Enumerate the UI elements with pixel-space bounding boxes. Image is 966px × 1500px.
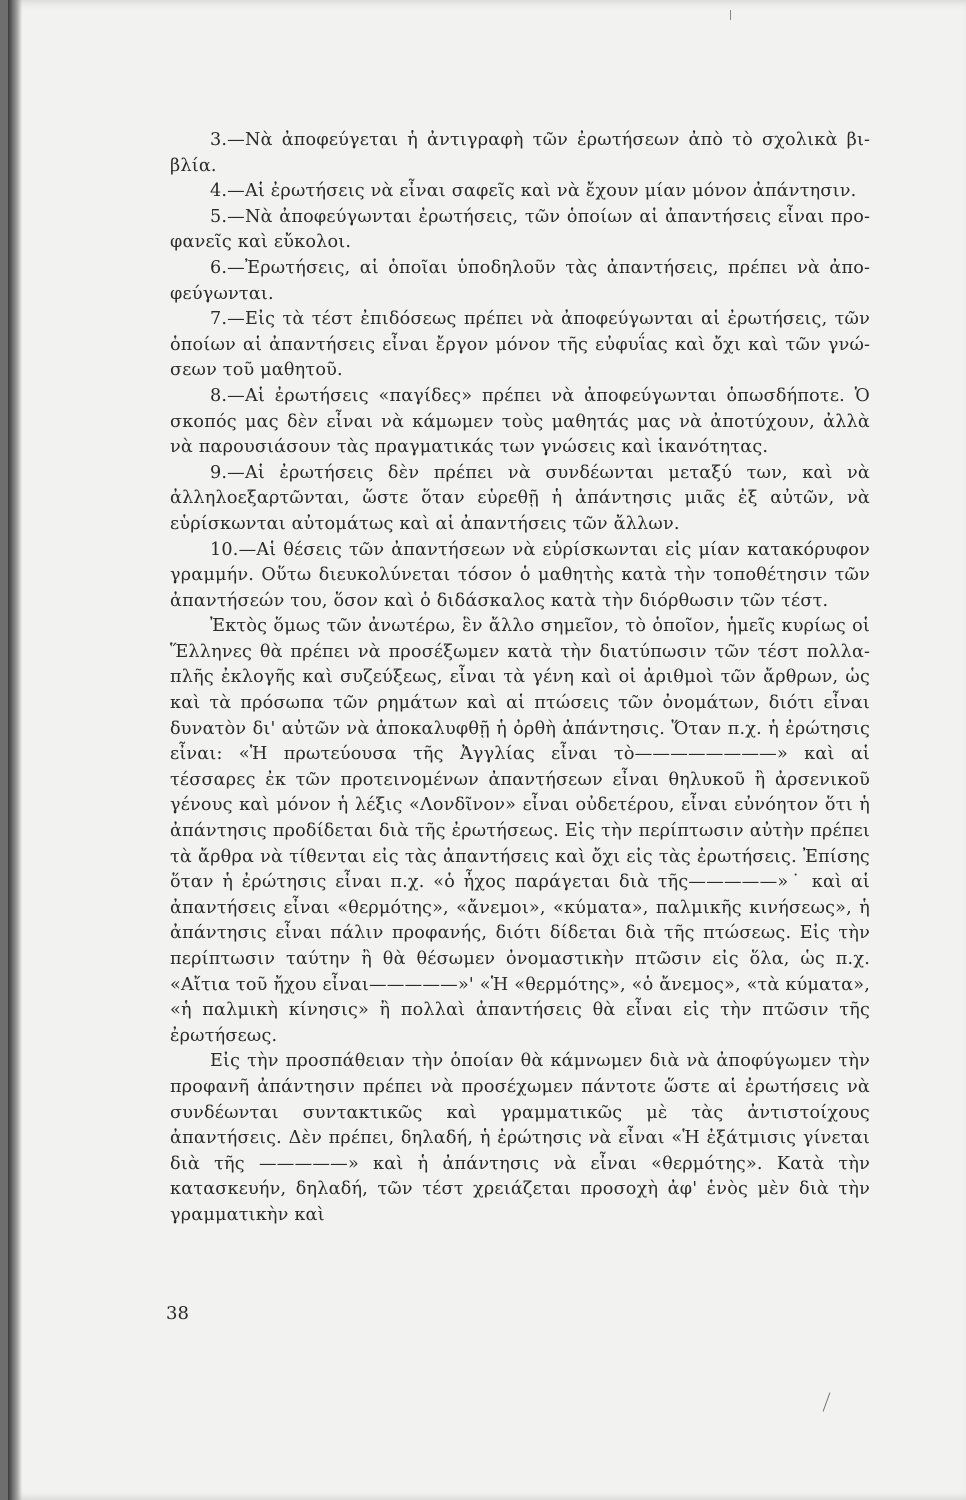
paragraph-rule-3: 3.—Νὰ ἀποφεύγεται ἡ ἀντιγραφὴ τῶν ἐρωτήσεων ἀπὸ τὸ σχολικὰ βιβλία. [170,130,870,176]
page-number: 38 [166,1303,189,1324]
paragraph-rule-9: 9.—Αἱ ἐρωτήσεις δὲν πρέπει νὰ συνδέωνται μεταξύ των, καὶ νὰ ἀλληλοεξαρτῶνται, ὥστε ὅταν εὑρεθῇ ἡ ἀπάντησις μιᾶς ἐξ αὐτῶν, νὰ εὑρίσκωνται αὐτομάτως καὶ αἱ ἀπαντήσεις τῶν ἄλλων. [170,462,870,534]
body-text [170,128,870,1229]
paragraph-rule-8: 8.—Αἱ ἐρωτήσεις «παγίδες» πρέπει νὰ ἀποφεύγωνται ὁπωσδήποτε. Ὁ σκοπός μας δὲν εἶναι νὰ κάμωμεν τοὺς μαθητάς μας νὰ ἀποτύχουν, ἀλλὰ νὰ παρουσιάσουν τὰς πραγματικάς των γνώσεις καὶ ἱκανότητας. [170,385,870,458]
spine-shadow [8,0,22,1500]
paragraph-rule-10: 10.—Αἱ θέσεις τῶν ἀπαντήσεων νὰ εὑρίσκωνται εἰς μίαν κατακόρυφον γραμμήν. Οὕτω διευκολύνεται τόσον ὁ μαθητὴς κατὰ τὴν τοποθέτησιν τῶν ἀπαντήσεών του, ὅσον καὶ ὁ διδάσκαλος κατὰ τὴν διόρθωσιν τῶν τέστ. [170,539,870,611]
pencil-mark [823,1392,831,1411]
paragraph-rule-5: 5.—Νὰ ἀποφεύγωνται ἐρωτήσεις, τῶν ὁποίων αἱ ἀπαντήσεις εἶναι προφανεῖς καὶ εὔκολοι. [170,206,870,253]
paragraph-syntax: Εἰς τὴν προσπάθειαν τὴν ὁποίαν θὰ κάμνωμεν διὰ νὰ ἀποφύγωμεν τὴν προφανῆ ἀπάντησιν πρέπει νὰ προσέχωμεν πάντοτε ὥστε αἱ ἐρωτήσεις νὰ συνδέωνται συντακτικῶς καὶ γραμματικῶς μὲ τὰς ἀντιστοίχους ἀπαντήσεις. Δὲν πρέπει, δηλαδή, ἡ ἐρώτησις νὰ εἶναι «Ἡ ἐξάτμισις γίνεται διὰ τῆς —————» καὶ ἡ ἀπάντησις νὰ εἶναι «θερμότης». Κατὰ τὴν κατασκευήν, δηλαδή, τῶν τέστ χρειάζεται προσοχὴ ἀφ' ἑνὸς μὲν διὰ τὴν γραμματικὴν καὶ [170,1051,870,1225]
book-page [8,0,966,1500]
paragraph-rule-6: 6.—Ἐρωτήσεις, αἱ ὁποῖαι ὑποδηλοῦν τὰς ἀπαντήσεις, πρέπει νὰ ἀποφεύγωνται. [170,257,870,304]
paragraph-articles: Ἐκτὸς ὅμως τῶν ἀνωτέρω, ἓν ἄλλο σημεῖον, τὸ ὁποῖον, ἡμεῖς κυρίως οἱ Ἕλληνες θὰ πρέπει νὰ προσέξωμεν κατὰ τὴν διατύπωσιν τῶν τέστ πολλαπλῆς ἐκλογῆς καὶ συζεύξεως, εἶναι τὰ γένη καὶ οἱ ἀριθμοὶ τῶν ἄρθρων, ὡς καὶ τὰ πρόσωπα τῶν ρημάτων καὶ αἱ πτώσεις τῶν ὀνομάτων, διότι εἶναι δυνατὸν δι' αὐτῶν νὰ ἀποκαλυφθῇ ἡ ὀρθὴ ἀπάντησις. Ὅταν π.χ. ἡ ἐρώτησις εἶναι: «Ἡ πρωτεύουσα τῆς Ἀγγλίας εἶναι τὸ————————» καὶ αἱ τέσσαρες ἐκ τῶν προτεινομένων ἀπαντήσεων εἶναι θηλυκοῦ ἢ ἀρσενικοῦ γένους καὶ μόνον ἡ λέξις «Λονδῖνον» εἶναι οὐδετέρου, εἶναι εὐνόητον ὅτι ἡ ἀπάντησις προδίδεται διὰ τῆς ἐρωτήσεως. Εἰς τὴν περίπτωσιν αὐτὴν πρέπει τὰ ἄρθρα νὰ τίθενται εἰς τὰς ἀπαντήσεις καὶ ὄχι εἰς τὰς ἐρωτήσεις. Ἐπίσης ὅταν ἡ ἐρώτησις εἶναι π.χ. «ὁ ἦχος παράγεται διὰ τῆς—————»˙ καὶ αἱ ἀπαντήσεις εἶναι «θερμότης», «ἄνεμοι», «κύματα», παλμικῆς κινήσεως», ἡ ἀπάντησις εἶναι πάλιν προφανής, διότι δίδεται διὰ τῆς πτώσεως. Εἰς τὴν περίπτωσιν ταύτην ἢ θὰ θέσωμεν ὀνομαστικὴν πτῶσιν εἰς ὅλα, ὡς π.χ. «Αἴτια τοῦ ἤχου εἶναι—————»' «Ἡ «θερμότης», «ὁ ἄνεμος», «τὰ κύματα», «ἡ παλμικὴ κίνησις» ἢ πολλαὶ ἀπαντήσεις θὰ εἶναι εἰς τὴν πτῶσιν τῆς ἐρωτήσεως. [170,616,870,1046]
paragraph-rule-7: 7.—Εἰς τὰ τέστ ἐπιδόσεως πρέπει νὰ ἀποφεύγωνται αἱ ἐρωτήσεις, τῶν ὁποίων αἱ ἀπαντήσεις εἶναι ἔργον μόνον τῆς εὐφυΐας καὶ ὄχι καὶ τῶν γνώσεων τοῦ μαθητοῦ. [170,309,870,381]
paragraph-rule-4: 4.—Αἱ ἐρωτήσεις νὰ εἶναι σαφεῖς καὶ νὰ ἔχουν μίαν μόνον ἀπάντησιν. [210,181,857,202]
scan-mark [730,10,731,20]
